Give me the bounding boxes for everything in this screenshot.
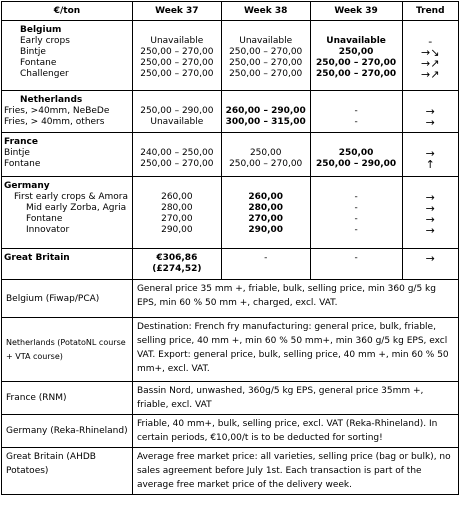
trend-indicator: -	[428, 36, 433, 47]
week38-header: Week 38	[221, 2, 310, 21]
price-cell: 250,00 – 270,00	[140, 47, 214, 57]
netherlands-row-label: Fries, > 40mm, others	[4, 117, 105, 127]
gb-block	[2, 249, 459, 280]
price-cell: 250,00 – 290,00	[315, 159, 397, 169]
price-cell: 250,00 – 270,00	[315, 69, 397, 79]
price-cell: -	[354, 253, 358, 263]
germany-block	[2, 177, 459, 249]
note-row	[2, 280, 459, 318]
price-cell: -	[354, 214, 358, 224]
week37-header: Week 37	[132, 2, 221, 21]
price-cell: Unavailable	[239, 36, 293, 46]
country-belgium: Belgium	[20, 25, 62, 35]
price-cell: 260,00 – 290,00	[225, 106, 306, 116]
netherlands-row-label: Fries, >40mm, NeBeDe	[4, 106, 110, 116]
germany-row-label: Innovator	[26, 225, 70, 235]
price-cell: 250,00 – 270,00	[315, 58, 397, 68]
belgium-row-label: Early crops	[20, 36, 70, 46]
price-cell: 250,00 – 270,00	[229, 159, 303, 169]
germany-row-label: Fontane	[26, 214, 63, 224]
price-cell: 250,00 – 270,00	[140, 69, 214, 79]
price-cell: 250,00	[338, 148, 374, 158]
price-cell: 250,00 – 270,00	[229, 47, 303, 57]
price-cell: 270,00	[248, 214, 284, 224]
unit-header: €/ton	[2, 2, 133, 21]
country-great-britain: Great Britain	[4, 253, 70, 263]
price-cell: Unavailable	[150, 117, 204, 127]
price-table	[1, 1, 459, 495]
price-cell: -	[354, 225, 358, 235]
country-netherlands: Netherlands	[20, 95, 83, 105]
price-cell: -	[354, 117, 358, 127]
trend-indicator: →	[425, 203, 435, 214]
note-label: Great Britain (AHDB Potatoes)	[2, 448, 133, 495]
price-cell: 250,00 – 270,00	[229, 58, 303, 68]
price-cell: 290,00	[161, 225, 193, 235]
price-cell: 280,00	[248, 203, 284, 213]
trend-indicator: →↗	[421, 58, 440, 69]
germany-row-label: First early crops & Amora	[14, 192, 128, 202]
price-cell: 260,00	[161, 192, 193, 202]
price-cell: 260,00	[248, 192, 284, 202]
trend-indicator: →	[425, 214, 435, 225]
belgium-row-label: Challenger	[20, 69, 69, 79]
note-label: France (RNM)	[2, 382, 133, 415]
belgium-block	[2, 21, 459, 91]
note-text: General price 35 mm +, friable, bulk, selling price, min 360 g/5 kg EPS, min 60 % 50 mm +, charged, excl. VAT.	[132, 280, 458, 318]
price-cell: Unavailable	[326, 36, 386, 46]
note-label: Belgium (Fiwap/PCA)	[2, 280, 133, 318]
belgium-row-label: Bintje	[20, 47, 46, 57]
country-france: France	[4, 137, 38, 147]
price-cell: 290,00	[248, 225, 284, 235]
netherlands-block	[2, 91, 459, 133]
price-cell: 250,00 – 270,00	[229, 69, 303, 79]
trend-indicator: ↑	[425, 159, 435, 170]
price-cell: €306,86	[156, 253, 198, 263]
trend-indicator: →↘	[421, 47, 440, 58]
trend-indicator: →	[425, 117, 435, 128]
germany-row-label: Mid early Zorba, Agria	[26, 203, 127, 213]
note-label: Netherlands (PotatoNL course + VTA course)	[2, 318, 133, 382]
note-text: Average free market price: all varieties, selling price (bag or bulk), no sales agreement before July 1st. Each transaction is part of the average free market price of the delivery week.	[132, 448, 458, 495]
price-cell: 250,00 – 290,00	[140, 106, 214, 116]
header-row	[2, 2, 459, 21]
note-label: Germany (Reka-Rhineland)	[2, 415, 133, 448]
price-cell: 250,00	[249, 148, 282, 158]
note-text: Bassin Nord, unwashed, 360g/5 kg EPS, general price 35mm +, friable, excl. VAT	[132, 382, 458, 415]
price-cell: Unavailable	[150, 36, 204, 46]
price-cell: 250,00	[338, 47, 374, 57]
price-cell: -	[354, 192, 358, 202]
price-cell: 250,00 – 270,00	[140, 159, 214, 169]
note-text: Destination: French fry manufacturing: general price, bulk, friable, selling price, 40 mm +, min 60 % 50 mm+, min 360 g/5 kg EPS, excl VAT. Export: general price, bulk, selling price, 40 mm +, min 60 % 50 mm+, excl. VAT.	[132, 318, 458, 382]
trend-indicator: →	[425, 148, 435, 159]
trend-indicator: →	[425, 192, 435, 203]
price-cell: 280,00	[161, 203, 193, 213]
price-cell: (£274,52)	[152, 264, 202, 274]
france-block	[2, 133, 459, 177]
price-cell: 270,00	[161, 214, 193, 224]
note-row	[2, 318, 459, 382]
price-cell: -	[264, 253, 268, 263]
week39-header: Week 39	[310, 2, 402, 21]
trend-indicator: →↗	[421, 69, 440, 80]
price-cell: 240,00 – 250,00	[140, 148, 214, 158]
trend-header: Trend	[402, 2, 458, 21]
note-row	[2, 382, 459, 415]
price-cell: -	[354, 203, 358, 213]
france-row-label: Fontane	[4, 159, 41, 169]
trend-indicator: →	[425, 225, 435, 236]
france-row-label: Bintje	[4, 148, 30, 158]
price-cell: 250,00 – 270,00	[140, 58, 214, 68]
price-cell: 300,00 – 315,00	[225, 117, 306, 127]
trend-indicator: →	[425, 106, 435, 117]
note-text: Friable, 40 mm+, bulk, selling price, excl. VAT (Reka-Rhineland). In certain periods, €10,00/t is to be deducted for sorting!	[132, 415, 458, 448]
note-row	[2, 448, 459, 495]
country-germany: Germany	[4, 181, 50, 191]
note-row	[2, 415, 459, 448]
belgium-row-label: Fontane	[20, 58, 57, 68]
trend-indicator: →	[425, 253, 435, 264]
price-cell: -	[354, 106, 358, 116]
